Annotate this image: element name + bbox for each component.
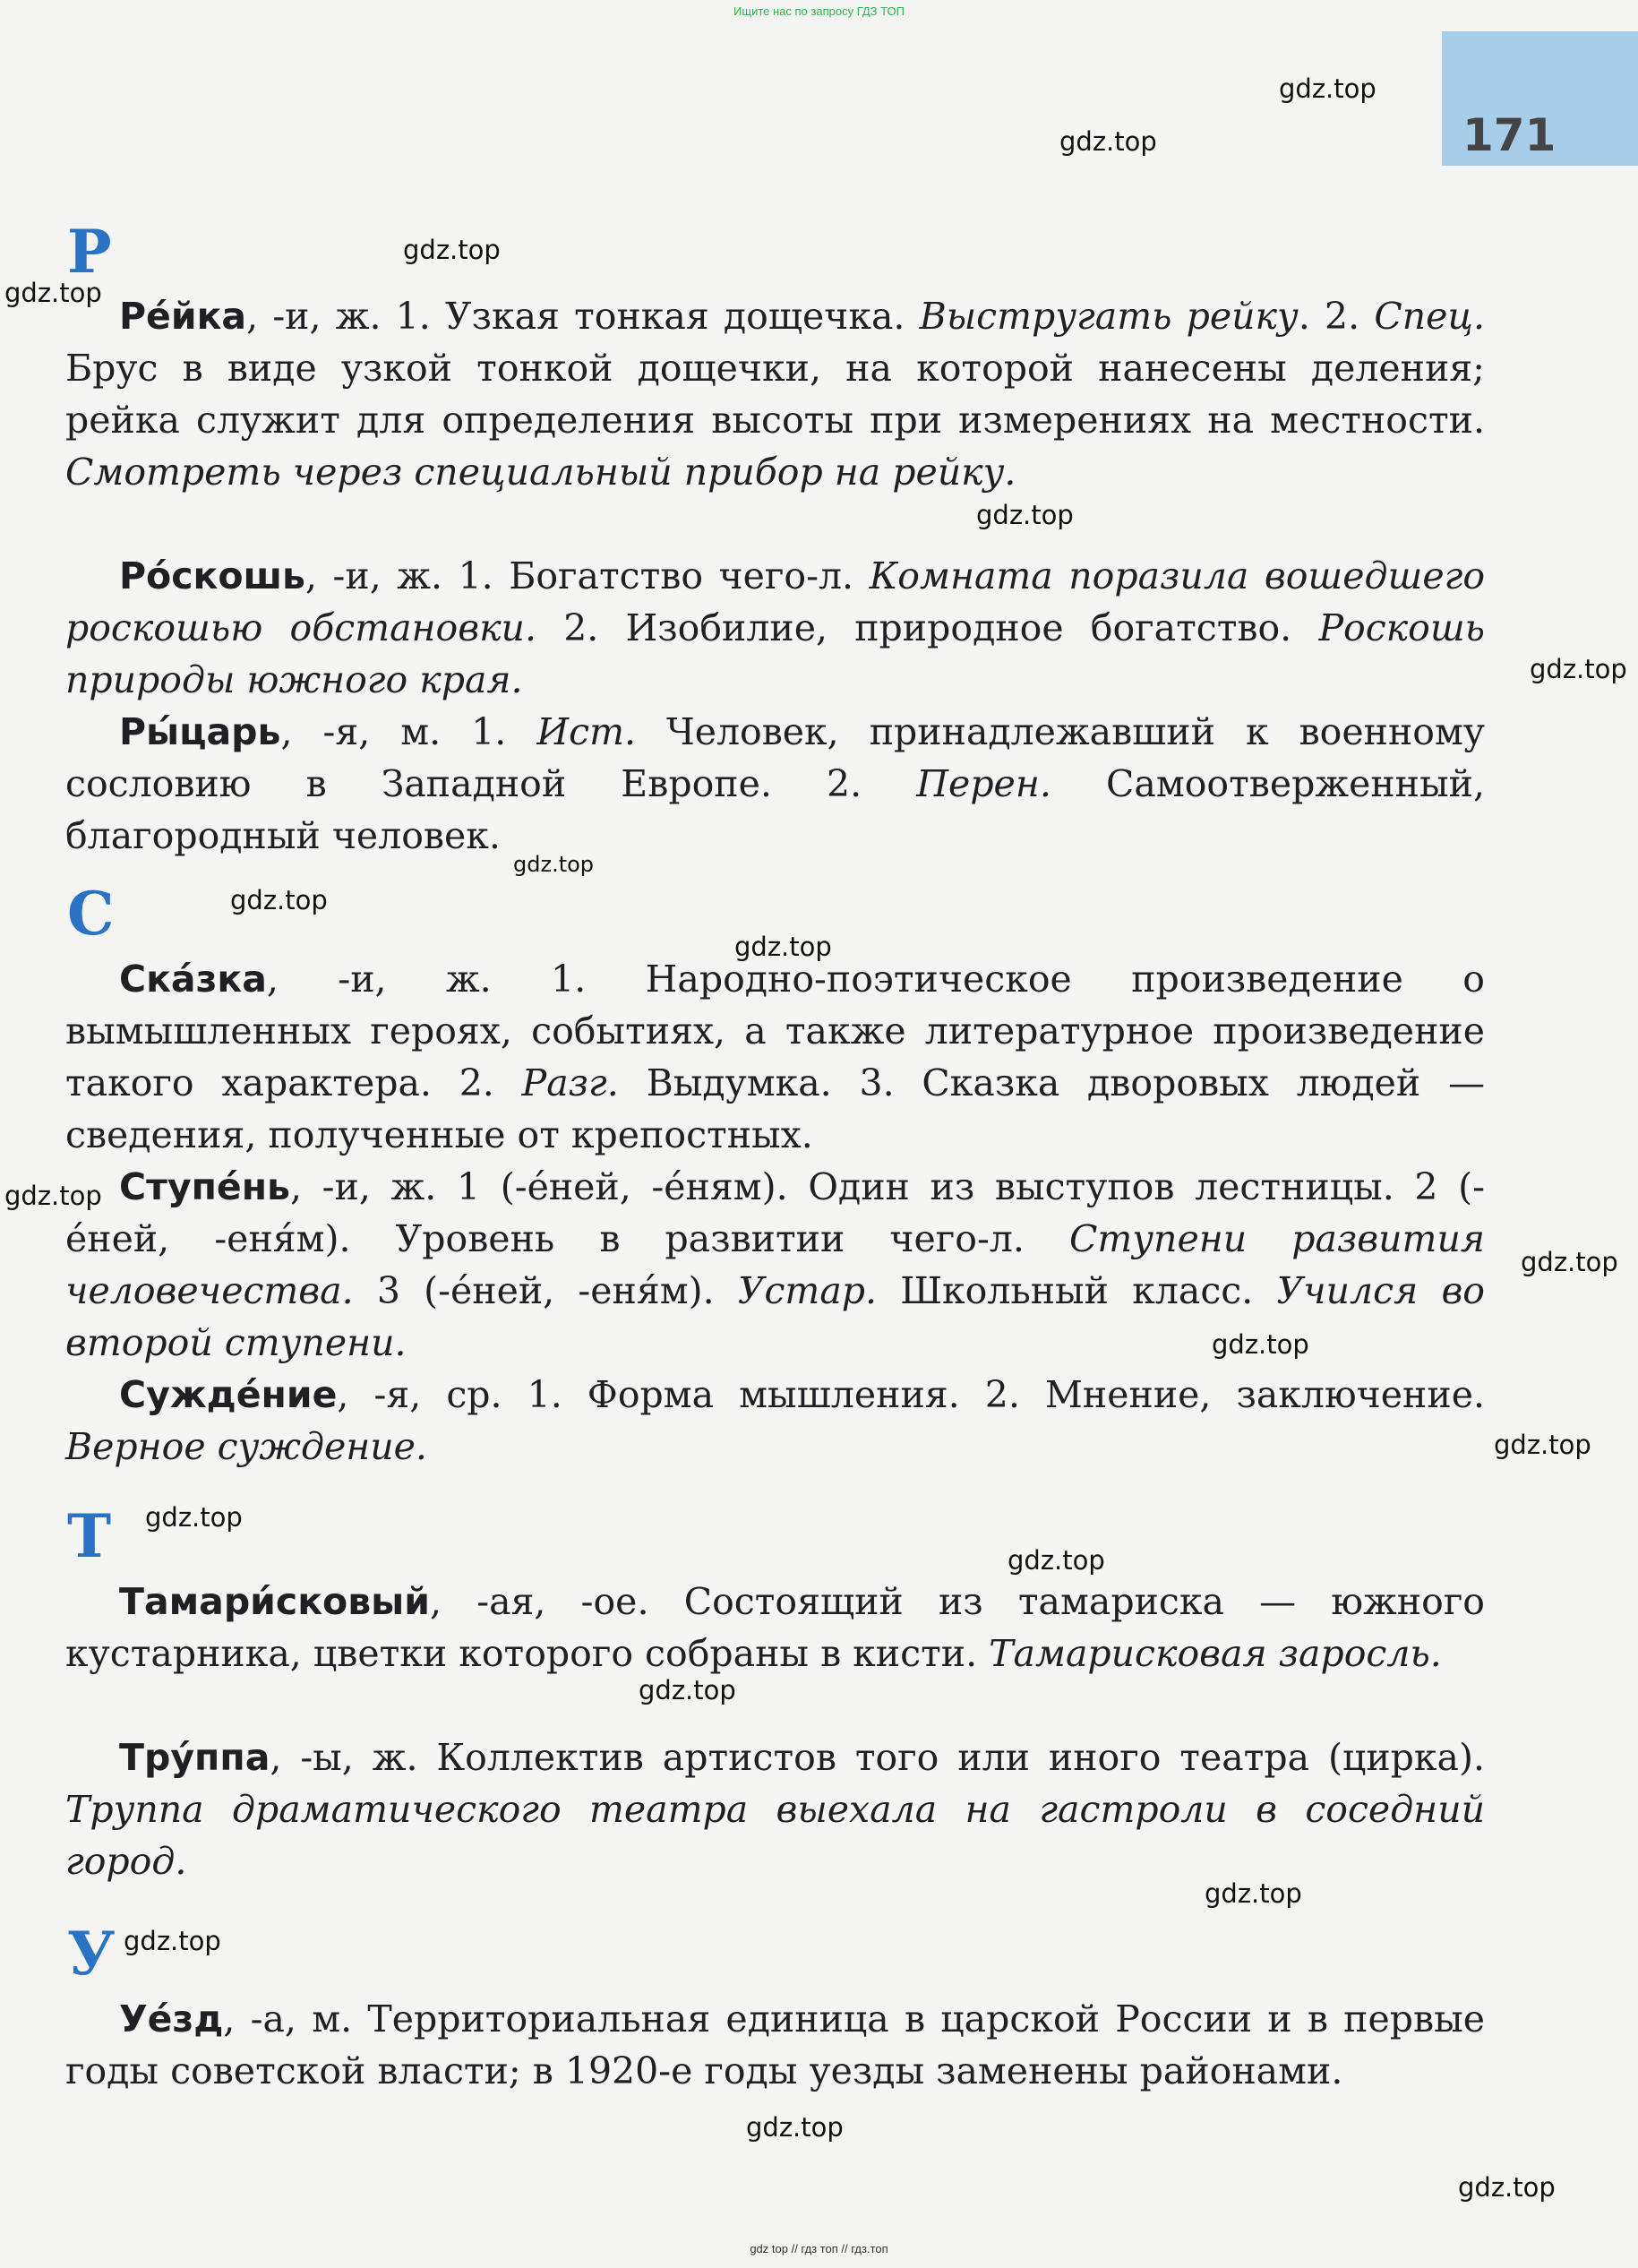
- section-letter-r: Р: [67, 217, 112, 287]
- watermark: gdz.top: [734, 932, 832, 962]
- entry-roskosh: Ро́скошь, -и, ж. 1. Богатство чего-л. Комната поразила вошедшего роскошью обстановки. 2. Изобилие, природное богатство. Роскошь природы южного края.: [65, 554, 1486, 701]
- watermark: gdz.top: [1279, 73, 1376, 104]
- headword: Ре́йка: [119, 295, 247, 338]
- headword: Ры́царь: [119, 710, 281, 753]
- headword: Сужде́ние: [119, 1373, 338, 1416]
- entry-tamariskovy: Тамари́сковый, -ая, -ое. Состоящий из тамариска — южного кустарника, цветки которого собраны в кисти. Тамарисковая заросль.: [65, 1580, 1485, 1675]
- headword: Ска́зка: [119, 958, 267, 1001]
- footer-text: gdz top // гдз топ // гдз.топ: [750, 2242, 888, 2255]
- section-letter-u: У: [67, 1919, 116, 1989]
- watermark: gdz.top: [230, 885, 328, 915]
- watermark: gdz.top: [1212, 1329, 1309, 1360]
- entry-truppa: Тру́ппа, -ы, ж. Коллектив артистов того или иного театра (цирка). Труппа драматического театра выехала на гастроли в соседний город.: [65, 1736, 1485, 1883]
- headword: Уе́зд: [119, 1997, 224, 2040]
- watermark: gdz.top: [1494, 1430, 1591, 1460]
- search-banner: Ищите нас по запросу ГДЗ ТОП: [733, 4, 905, 18]
- entry-suzhdenie: Сужде́ние, -я, ср. 1. Форма мышления. 2. Мнение, заключение. Верное суждение.: [65, 1373, 1485, 1468]
- section-letter-s: С: [67, 879, 115, 949]
- watermark: gdz.top: [1530, 654, 1627, 684]
- headword: Ро́скошь: [119, 554, 305, 597]
- watermark: gdz.top: [1059, 126, 1157, 157]
- watermark: gdz.top: [4, 1181, 102, 1211]
- watermark: gdz.top: [746, 2112, 844, 2143]
- watermark: gdz.top: [513, 852, 595, 877]
- headword: Ступе́нь: [119, 1165, 290, 1208]
- watermark: gdz.top: [124, 1926, 221, 1956]
- watermark: gdz.top: [976, 500, 1074, 530]
- headword: Тру́ппа: [119, 1736, 270, 1779]
- watermark: gdz.top: [1008, 1545, 1105, 1576]
- watermark: gdz.top: [4, 278, 102, 308]
- watermark: gdz.top: [145, 1502, 243, 1533]
- entry-rytsar: Ры́царь, -я, м. 1. Ист. Человек, принадлежавший к военному сословию в Западной Европе. 2. Перен. Самоотверженный, благородный человек.: [65, 710, 1485, 857]
- entry-skazka: Ска́зка, -и, ж. 1. Народно-поэтическое произведение о вымышленных героях, событиях, а также литературное произведение такого характера. 2. Разг. Выдумка. 3. Сказка дворовых людей — сведения, полученные от крепостных.: [65, 958, 1485, 1156]
- watermark: gdz.top: [1458, 2172, 1556, 2203]
- entry-stupen: Ступе́нь, -и, ж. 1 (-е́ней, -е́ням). Один из выступов лестницы. 2 (-е́ней, -еня́м). Уровень в развитии чего-л. Ступени развития человечества. 3 (-е́ней, -еня́м). Устар. Школьный класс. Учился во второй ступени.: [65, 1165, 1485, 1364]
- section-letter-t: Т: [67, 1501, 112, 1571]
- page-number: 171: [1462, 109, 1557, 161]
- watermark: gdz.top: [639, 1675, 736, 1705]
- watermark: gdz.top: [403, 235, 501, 265]
- entry-uezd: Уе́зд, -а, м. Территориальная единица в царской России и в первые годы советской власти; в 1920-е годы уезды заменены районами.: [65, 1997, 1485, 2092]
- headword: Тамари́сковый: [119, 1580, 430, 1623]
- watermark: gdz.top: [1205, 1878, 1302, 1909]
- watermark: gdz.top: [1521, 1247, 1618, 1277]
- entry-reyka: Ре́йка, -и, ж. 1. Узкая тонкая дощечка. Выстругать рейку. 2. Спец. Брус в виде узкой тонкой дощечки, на которой нанесены деления; рейка служит для определения высоты при измерениях на местности. Смотреть через специальный прибор на рейку.: [65, 295, 1486, 494]
